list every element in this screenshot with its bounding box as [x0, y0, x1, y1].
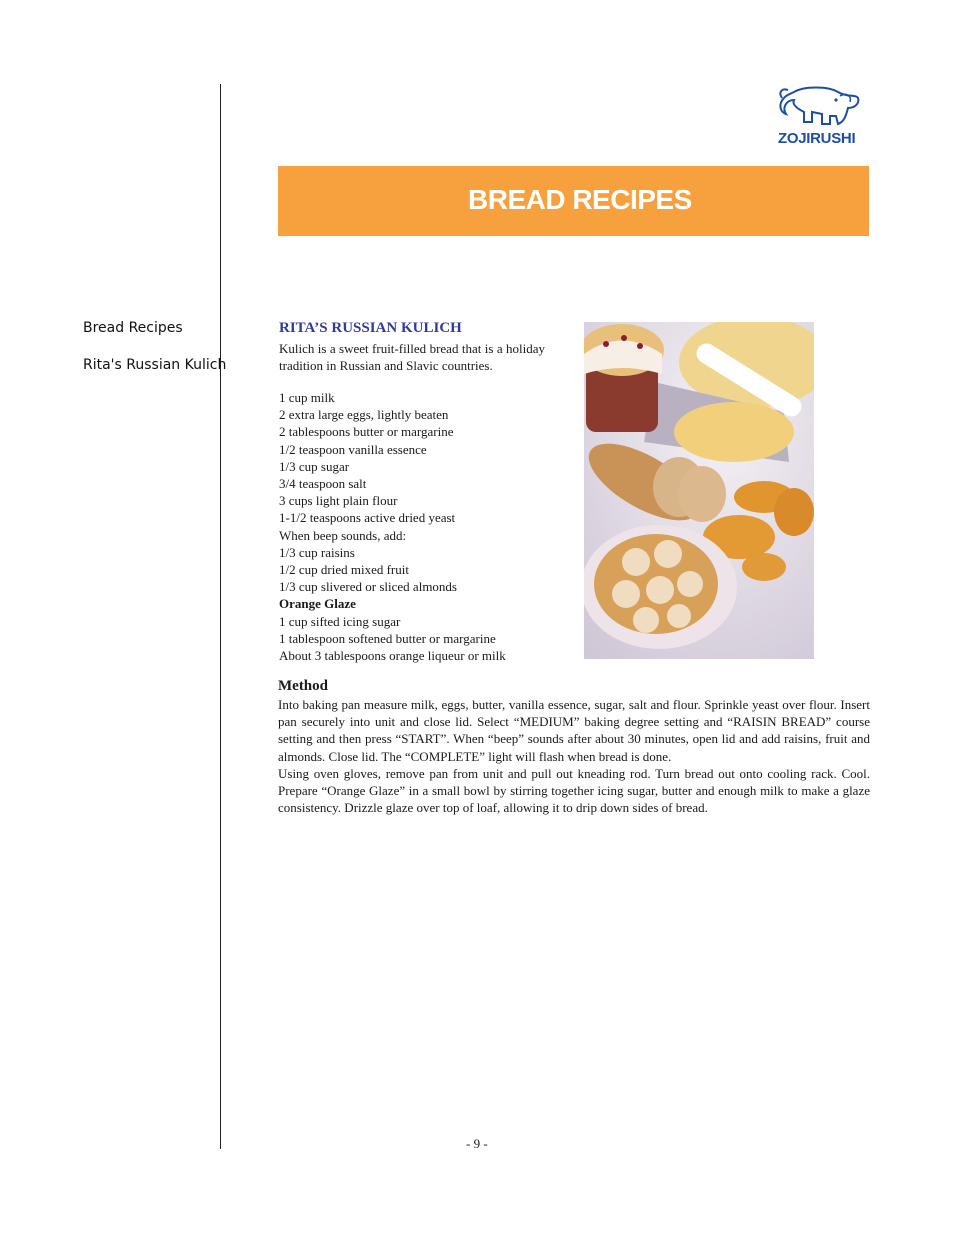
method-heading: Method: [278, 678, 328, 694]
glaze-item: 1 tablespoon softened butter or margarine: [279, 630, 496, 646]
recipe-intro: Kulich is a sweet fruit-filled bread that is a holiday tradition in Russian and Slavic countries.: [279, 341, 545, 374]
sidebar-item-bread-recipes[interactable]: Bread Recipes: [83, 320, 183, 336]
glaze-heading: Orange Glaze: [279, 596, 356, 612]
recipe-title: RITA’S RUSSIAN KULICH: [279, 320, 462, 336]
ingredient-item: 2 extra large eggs, lightly beaten: [279, 407, 449, 423]
ingredient-item: 1/3 cup sugar: [279, 458, 350, 474]
section-banner: [278, 166, 869, 236]
method-paragraph: Into baking pan measure milk, eggs, butter, vanilla essence, sugar, salt and flour. Sprinkle yeast over flour. Insert pan securely into unit and close lid. Select “MEDIUM” baking degree setting and “RAISIN BREAD” course setting and then press “START”. When “beep” sounds after about 30 minutes, open lid and add raisins, fruit and almonds. Close lid. The “COMPLETE” light will flash when bread is done.: [278, 697, 870, 764]
method-text: [278, 696, 870, 816]
bread-photo: [584, 322, 814, 659]
ingredient-item: 3 cups light plain flour: [279, 493, 398, 509]
sidebar-divider: [220, 84, 221, 1149]
ingredient-item: 1/3 cup slivered or sliced almonds: [279, 579, 457, 595]
ingredient-item: 1/2 cup dried mixed fruit: [279, 562, 409, 578]
glaze-item: 1 cup sifted icing sugar: [279, 613, 401, 629]
ingredient-item: 1/3 cup raisins: [279, 544, 355, 560]
elephant-icon: [776, 86, 872, 130]
ingredient-item: 1 cup milk: [279, 390, 335, 405]
ingredient-item: 1-1/2 teaspoons active dried yeast: [279, 510, 456, 526]
method-paragraph: Using oven gloves, remove pan from unit and pull out kneading rod. Turn bread out onto cooling rack. Cool. Prepare “Orange Glaze” in a small bowl by stirring together icing sugar, butter and enough milk to make a glaze consistency. Drizzle glaze over top of loaf, allowing it to drip down sides of bread.: [278, 765, 870, 816]
page-number: - 9 -: [466, 1136, 488, 1151]
ingredient-item: 1/2 teaspoon vanilla essence: [279, 441, 427, 457]
page-title: BREAD RECIPES: [468, 184, 692, 215]
ingredient-list: [279, 389, 579, 664]
ingredient-item: 3/4 teaspoon salt: [279, 476, 367, 492]
glaze-item: About 3 tablespoons orange liqueur or milk: [279, 648, 506, 664]
brand-logo: [776, 86, 872, 150]
sidebar-item-ritas-russian-kulich[interactable]: Rita's Russian Kulich: [83, 357, 227, 373]
sidebar-nav: [83, 317, 226, 391]
brand-name: ZOJIRUSHI: [778, 130, 856, 147]
ingredient-subheading: When beep sounds, add:: [279, 527, 407, 543]
ingredient-item: 2 tablespoons butter or margarine: [279, 424, 454, 440]
